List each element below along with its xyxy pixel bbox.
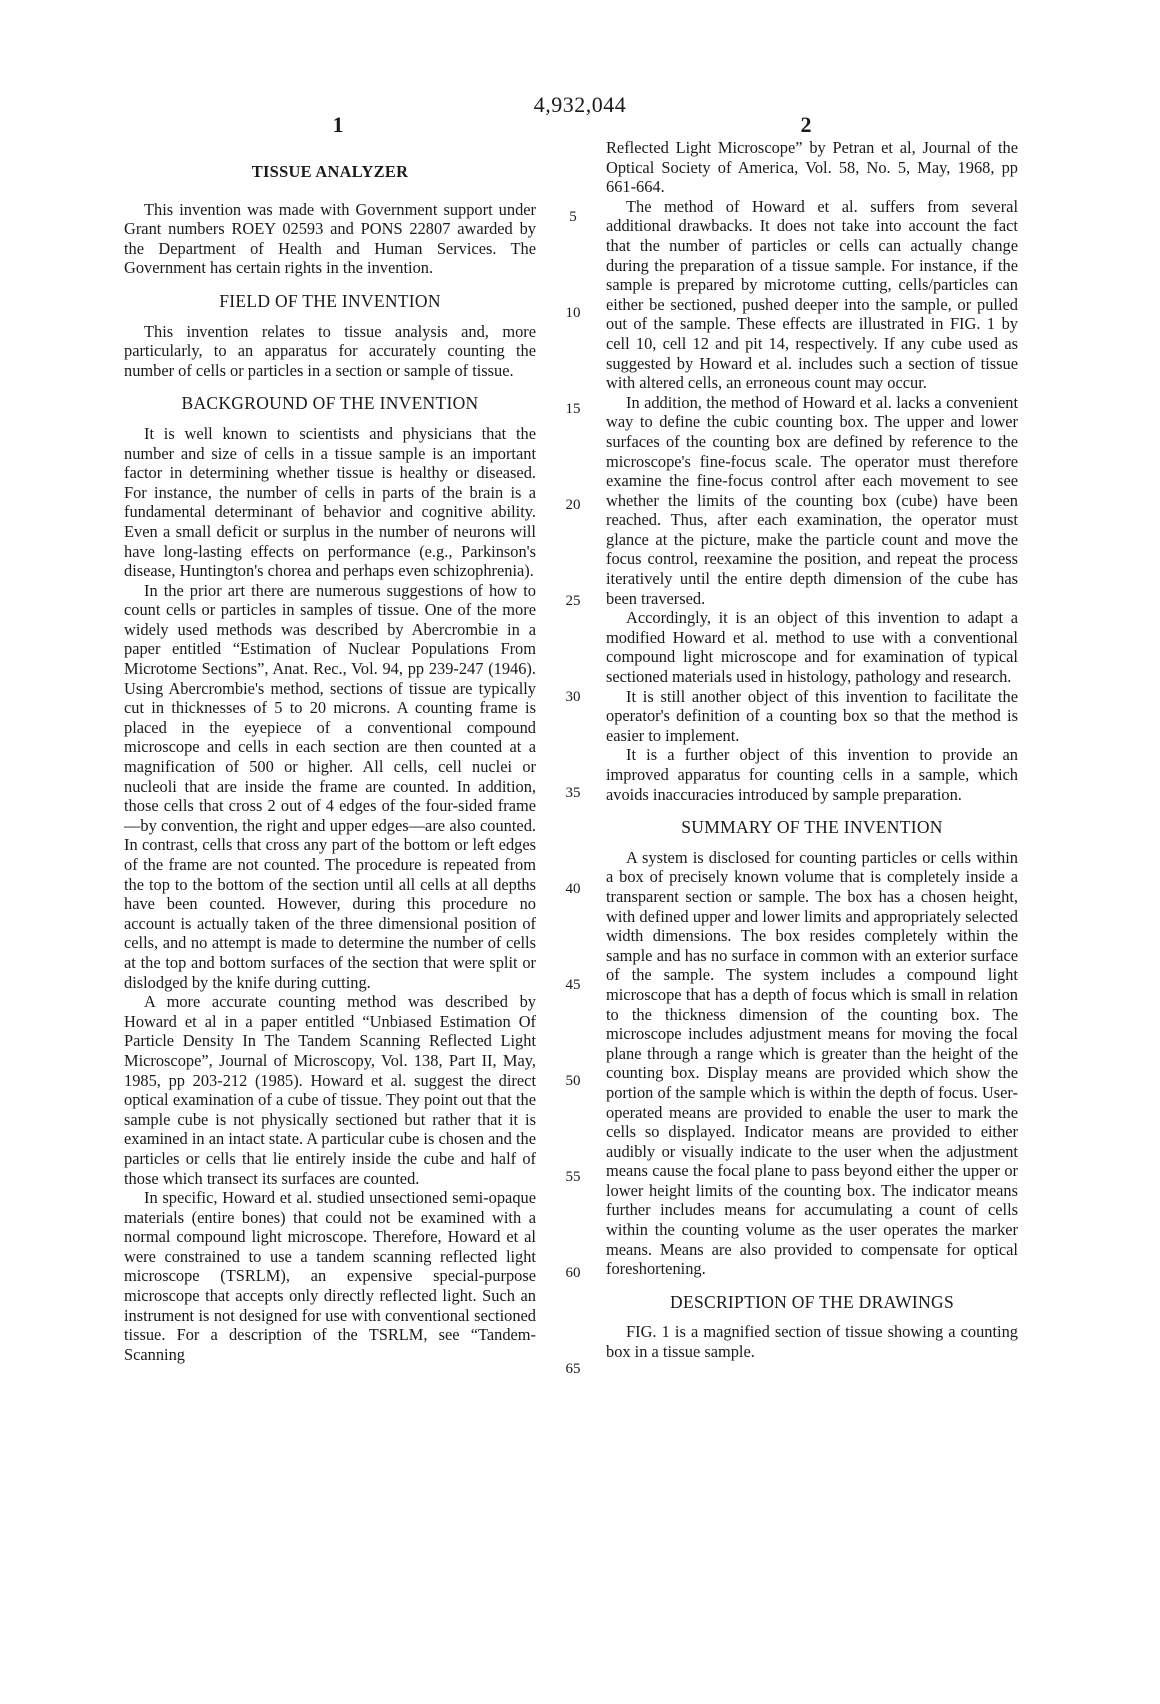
line-number: 5 (569, 209, 577, 225)
line-number: 35 (565, 785, 581, 801)
line-number: 25 (565, 593, 581, 609)
left-column (124, 150, 536, 1364)
background-paragraph-4: In specific, Howard et al. studied unsectioned semi-opaque materials (entire bones) that could not be examined with a normal compound light microscope. Therefore, Howard et al were constrained to use a tandem scanning reflected light microscope (TSRLM), an expensive special-purpose microscope that accepts only directly reflected light. Such an instrument is not designed for use with conventional sectioned tissue. For a description of the TSRLM, see “Tandem-Scanning (124, 1188, 536, 1364)
right-paragraph-4: It is still another object of this invention to facilitate the operator's definition of a counting box so that the method is easier to implement. (606, 686, 1018, 745)
field-paragraph: This invention relates to tissue analysis and, more particularly, to an apparatus for accurately counting the number of cells or particles in a section or sample of tissue. (124, 321, 536, 380)
background-heading: BACKGROUND OF THE INVENTION (181, 393, 479, 414)
patent-number: 4,932,044 (533, 92, 627, 117)
line-number: 60 (565, 1265, 581, 1281)
right-paragraph-3: Accordingly, it is an object of this invention to adapt a modified Howard et al. method to use with a conventional compound light microscope and for examination of typical sectioned materials used in histology, pathology and research. (606, 608, 1018, 687)
line-number-gutter (555, 0, 591, 1704)
continuation-paragraph: Reflected Light Microscope” by Petran et al, Journal of the Optical Society of America, Vol. 58, No. 5, May, 1968, pp 661-664. (606, 138, 1018, 197)
column-number-left: 1 (332, 112, 344, 137)
line-number: 20 (565, 497, 581, 513)
document-title: TISSUE ANALYZER (251, 162, 409, 181)
right-paragraph-2: In addition, the method of Howard et al. lacks a convenient way to define the cubic counting box. The upper and lower surfaces of the counting box are defined by reference to the microscope's fine-focus scale. The operator must therefore examine the fine-focus control after each movement to see whether the limits of the counting box (cube) have been reached. Thus, after each examination, the operator must glance at the picture, make the particle count and move the focus control, reexamine the position, and repeat the process iteratively until the entire depth dimension of the cube has been traversed. (606, 392, 1018, 608)
line-number: 40 (565, 881, 581, 897)
right-paragraph-1: The method of Howard et al. suffers from several additional drawbacks. It does not take into account the fact that the number of particles or cells can actually change during the preparation of a tissue sample. For instance, if the sample is prepared by microtome cutting, cells/particles can either be sectioned, pushed deeper into the sample, or pulled out of the sample. These effects are illustrated in FIG. 1 by cell 10, cell 12 and pit 14, respectively. If any cube used as suggested by Howard et al. includes such a section of tissue with altered cells, an erroneous count may occur. (606, 196, 1018, 393)
background-paragraph-1: It is well known to scientists and physicians that the number and size of cells in a tissue sample is an important factor in determining whether tissue is healthy or diseased. For instance, the number of cells in parts of the brain is a fundamental determinant of behavior and cognitive ability. Even a small deficit or surplus in the number of neurons will have long-lasting effects on performance (e.g., Parkinson's disease, Huntington's chorea and perhaps even schizophrenia). (124, 423, 536, 581)
line-number: 30 (565, 689, 581, 705)
right-column (606, 138, 1018, 1362)
summary-paragraph: A system is disclosed for counting particles or cells within a box of precisely known volume that is completely inside a transparent section or sample. The box has a chosen height, with defined upper and lower limits and appropriately selected width dimensions. The box resides completely within the sample and has no surface in common with an exterior surface of the sample. The system includes a compound light microscope that has a depth of focus which is small in relation to the thickness dimension of the counting box. The microscope includes adjustment means for moving the focal plane through a range which is greater than the height of the counting box. Display means are provided which show the portion of the sample which is within the depth of focus. User-operated means are provided to enable the user to mark the cells so displayed. Indicator means are provided to either audibly or visually indicate to the user when the adjustment means cause the focal plane to pass beyond either the upper or lower height limits of the counting box. The indicator means further includes means for accumulating a count of cells within the counting volume as the user operates the marker means. Means are also provided to compensate for optical foreshortening. (606, 847, 1018, 1279)
line-number: 55 (565, 1169, 581, 1185)
background-paragraph-2: In the prior art there are numerous suggestions of how to count cells or particles in samples of tissue. One of the more widely used methods was described by Abercrombie in a paper entitled “Estimation of Nuclear Populations From Microtome Sections”, Anat. Rec., Vol. 94, pp 239-247 (1946). Using Abercrombie's method, sections of tissue are typically cut in thicknesses of 5 to 20 microns. A counting frame is placed in the eyepiece of a conventional compound microscope and cells in each section are then counted at a magnification of 500 or higher. All cells, cell nuclei or nucleoli that are inside the frame are counted. In addition, those cells that cross 2 out of 4 edges of the four-sided frame—by convention, the right and upper edges—are also counted. In contrast, cells that cross any part of the bottom or left edges of the frame are not counted. The procedure is repeated from the top to the bottom of the section until all cells at all depths have been counted. However, during this procedure no account is actually taken of the three dimensional position of cells, and no attempt is made to determine the number of cells at the top and bottom surfaces of the section that were split or dislodged by the knife during cutting. (124, 580, 536, 992)
drawings-paragraph: FIG. 1 is a magnified section of tissue showing a counting box in a tissue sample. (606, 1322, 1018, 1362)
line-number: 10 (565, 305, 581, 321)
line-number: 45 (565, 977, 581, 993)
line-number: 50 (565, 1073, 581, 1089)
line-number: 65 (565, 1361, 581, 1377)
line-number: 15 (565, 401, 581, 417)
column-number-right: 2 (800, 112, 812, 137)
summary-heading: SUMMARY OF THE INVENTION (681, 817, 943, 838)
right-paragraph-5: It is a further object of this invention to provide an improved apparatus for counting cells in a sample, which avoids inaccuracies introduced by sample preparation. (606, 745, 1018, 804)
field-heading: FIELD OF THE INVENTION (219, 290, 441, 311)
background-paragraph-3: A more accurate counting method was described by Howard et al in a paper entitled “Unbiased Estimation Of Particle Density In The Tandem Scanning Reflected Light Microscope”, Journal of Microscopy, Vol. 138, Part II, May, 1985, pp 203-212 (1985). Howard et al. suggest the direct optical examination of a cube of tissue. They point out that the sample cube is not physically sectioned but rather that it is examined in an intact state. A particular cube is chosen and the particles or cells that lie entirely inside the cube and half of those which transect its surfaces are counted. (124, 992, 536, 1188)
drawings-heading: DESCRIPTION OF THE DRAWINGS (670, 1291, 954, 1312)
government-support-paragraph: This invention was made with Government support under Grant numbers ROEY 02593 and PONS 22807 awarded by the Department of Health and Human Services. The Government has certain rights in the invention. (124, 199, 536, 278)
